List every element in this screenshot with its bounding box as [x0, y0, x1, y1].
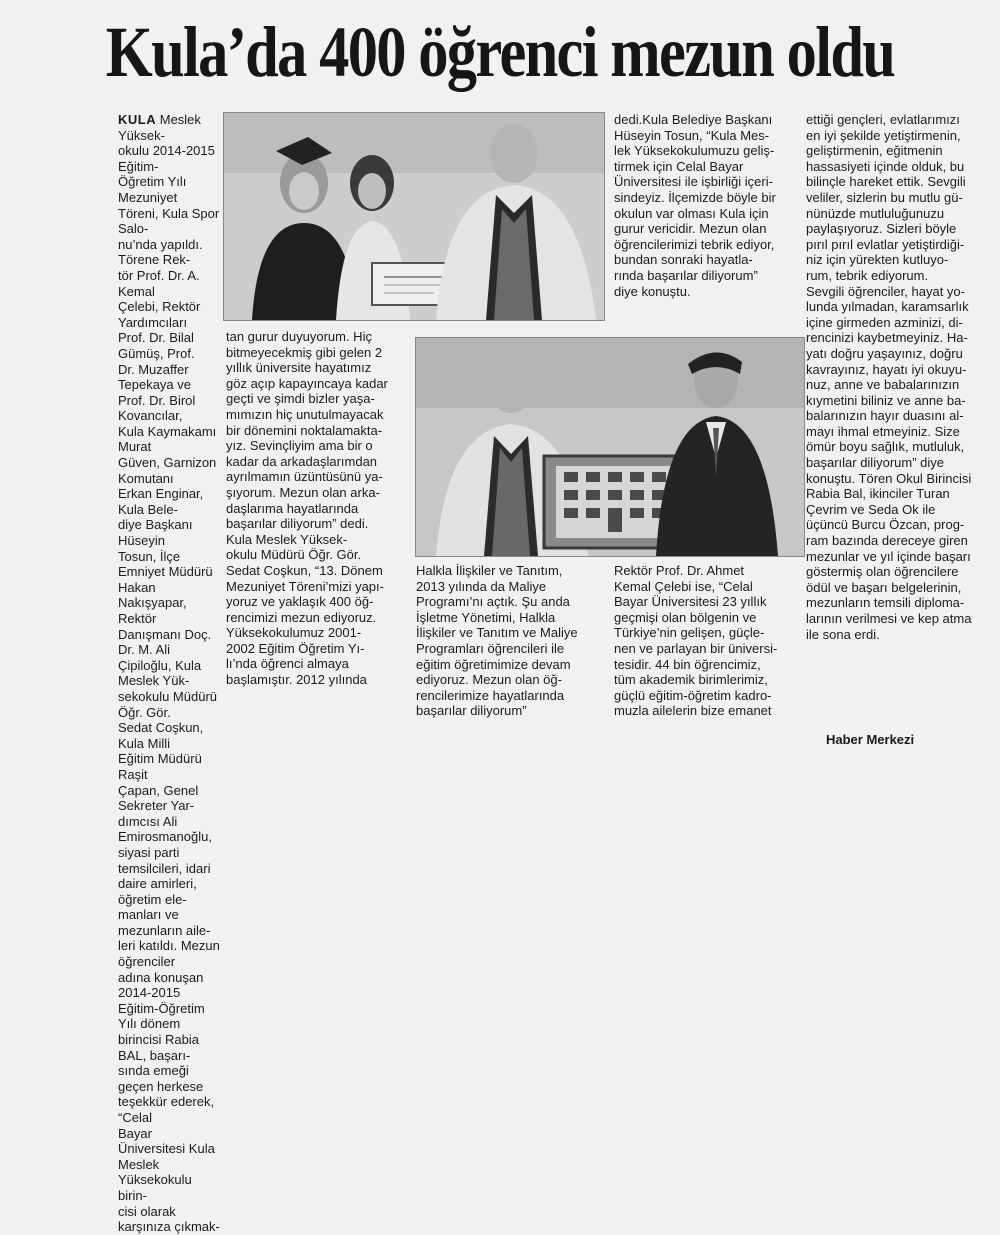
article-lead-word: KULA — [118, 112, 157, 127]
building-model-photo-icon — [416, 338, 804, 556]
article-column-4-bottom: Rektör Prof. Dr. Ahmet Kemal Çelebi ise, “Celal Bayar Üniversitesi 23 yıllık geçmişi olan bölgenin ve Türkiye’nin gelişen, güçle- nen ve parlayan bir üniversi- tesidir. 44 bin öğrencimiz, tüm akademik birimlerimiz, güçlü eğitim-öğretim kadro- muzla ailelerin bize emanet — [614, 563, 778, 719]
article-column-3: Halkla İlişkiler ve Tanıtım, 2013 yılında da Maliye Programı’nı açtık. Şu anda İşletme Yönetimi, Halkla İlişkiler ve Tanıtım ve Maliye Programları öğrencileri ile eğitim öğretimimize devam ediyoruz. Mezun olan öğ- rencilerimize hayatlarında başarılar diliyorum” — [416, 563, 578, 719]
model-building-photo — [415, 337, 805, 557]
graduation-ceremony-photo — [223, 112, 605, 321]
article-column-5: ettiği gençleri, evlatlarımızı en iyi şekilde yetiştirmenin, geliştirmenin, eğitmenin hassasiyeti içinde olduk, bu bilinçle hareket ettik. Sevgili veliler, sizlerin bu mutlu gü- nünüzde mutluluğunuzu paylaşıyoruz. Sizleri böyle pırıl pırıl evlatlar yetiştirdiği- niz için yürekten kutluyo- rum, tebrik ediyorum. Sevgili öğrenciler, hayat yo- lunda yılmadan, karamsarlık içine girmeden azminizi, di- rencinizi kaybetmeyiniz. Ha- yatı doğru yaşayınız, doğru kavrayınız, hayatı iyi okuyu- nuz, anne ve babalarınızın kıymetini biliniz ve anne ba- balarınızın hayır duasını al- mayı ihmal etmeyiniz. Size ömür boyu sağlık, mutluluk, başarılar diliyorum” diye konuştu. Tören Okul Birincisi Rabia Bal, ikinciler Turan Çevrim ve Seda Ok ile üçüncü Burcu Özcan, prog- ram bazında dereceye giren mezunlar ve yıl içinde başarı göstermiş olan öğrencilere ödül ve başarı belgelerinin, mezunların temsili diploma- larının verilmesi ve kep atma ile sona erdi. — [806, 112, 972, 642]
graduation-photo-icon — [224, 113, 604, 320]
article-column-1 — [118, 112, 222, 1235]
article-column-1-text: Meslek Yüksek- okulu 2014-2015 Eğitim- Öğretim Yılı Mezuniyet Töreni, Kula Spor Salo- nu’nda yapıldı. Törene Rek- tör Prof. Dr. A. Kemal Çelebi, Rektör Yardımcıları Prof. Dr. Bilal Gümüş, Prof. Dr. Muzaffer Tepekaya ve Prof. Dr. Birol Kovancılar, Kula Kaymakamı Murat Güven, Garnizon Komutanı Erkan Enginar, Kula Bele- diye Başkanı Hüseyin Tosun, İlçe Emniyet Müdürü Hakan Nakışyapar, Rektör Danışmanı Doç. Dr. M. Ali Çipiloğlu, Kula Meslek Yük- sekokulu Müdürü Öğr. Gör. Sedat Coşkun, Kula Milli Eğitim Müdürü Raşit Çapan, Genel Sekreter Yar- dımcısı Ali Emirosmanoğlu, siyasi parti temsilcileri, idari daire amirleri, öğretim ele- manları ve mezunların aile- leri katıldı. Mezun öğrenciler adına konuşan 2014-2015 Eğitim-Öğretim Yılı dönem birincisi Rabia BAL, başarı- sında emeği geçen herkese teşekkür ederek, “Celal Bayar Üniversitesi Kula Meslek Yüksekokulu birin- cisi olarak karşınıza çıkmak- — [118, 112, 220, 1235]
article-column-4-top: dedi.Kula Belediye Başkanı Hüseyin Tosun, “Kula Mes- lek Yüksekokulumuzu geliş- tirmek için Celal Bayar Üniversitesi ile işbirliği içeri- sindeyiz. İlçemizde böyle bir okulun var olması Kula için gurur vericidir. Mezun olan öğrencilerimizi tebrik ediyor, bundan sonraki hayatla- rında başarılar diliyorum” diye konuştu. — [614, 112, 776, 299]
page-title: Kula’da 400 öğrenci mezun oldu — [105, 12, 895, 92]
article-byline: Haber Merkezi — [826, 732, 915, 747]
article-column-2: tan gurur duyuyorum. Hiç bitmeyecekmiş gibi gelen 2 yıllık üniversite hayatımız göz açıp kapayıncaya kadar geçti ve şimdi bizler yaşa- mımızın hiç unutulmayacak bir dönemini noktalamakta- yız. Sevinçliyim ama bir o kadar da arkadaşlarımdan ayrılmamın üzüntüsünü ya- şıyorum. Mezun olan arka- daşlarıma hayatlarında başarılar diliyorum” dedi. Kula Meslek Yüksek- okulu Müdürü Öğr. Gör. Sedat Coşkun, “13. Dönem Mezuniyet Töreni’mizi yapı- yoruz ve yaklaşık 400 öğ- rencimizi mezun ediyoruz. Yüksekokulumuz 2001- 2002 Eğitim Öğretim Yı- lı’nda öğrenci almaya başlamıştır. 2012 yılında — [226, 329, 388, 688]
